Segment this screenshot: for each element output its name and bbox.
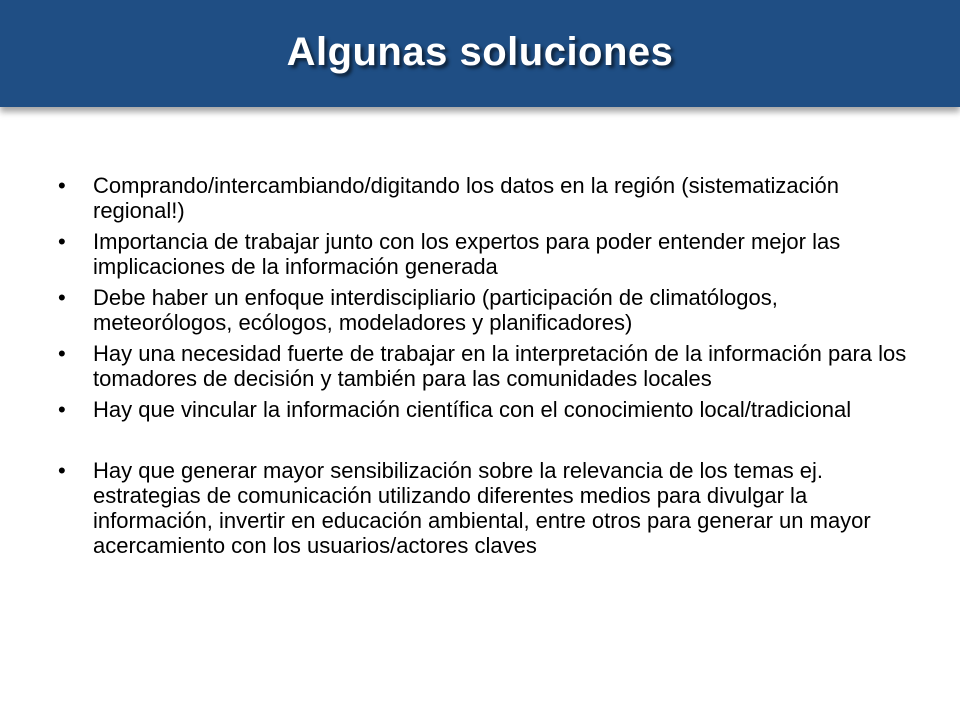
bullet-item [58, 285, 918, 335]
bullet-text: Debe haber un enfoque interdiscipliario (participación de climatólogos, meteorólogos, ecólogos, modeladores y planificadores) [93, 285, 778, 335]
bullet-item [58, 397, 918, 422]
bullet-item [58, 341, 918, 391]
bullet-text: Comprando/intercambiando/digitando los datos en la región (sistematización regional!) [93, 173, 839, 223]
bullet-item [58, 458, 918, 558]
bullet-text: Importancia de trabajar junto con los expertos para poder entender mejor las implicaciones de la información generada [93, 229, 841, 279]
bullet-text: Hay que vincular la información científica con el conocimiento local/tradicional [93, 397, 852, 422]
bullet-item [58, 229, 918, 279]
bullet-icon: • [58, 173, 66, 198]
bullet-icon: • [58, 458, 66, 483]
bullet-icon: • [58, 285, 66, 310]
bullet-icon: • [58, 341, 66, 366]
bullet-icon: • [58, 397, 66, 422]
bullet-text: Hay una necesidad fuerte de trabajar en la interpretación de la información para los tomadores de decisión y también para las comunidades locales [93, 341, 907, 391]
bullet-item [58, 173, 918, 223]
slide-title: Algunas soluciones [286, 30, 674, 74]
bullet-text: Hay que generar mayor sensibilización sobre la relevancia de los temas ej. estrategias de comunicación utilizando diferentes medios para divulgar la información, invertir en educación ambiental, entre otros para generar un mayor acercamiento con los usuarios/actores claves [93, 458, 871, 558]
bullet-list [58, 173, 918, 564]
title-bar [0, 0, 960, 107]
bullet-icon: • [58, 229, 66, 254]
